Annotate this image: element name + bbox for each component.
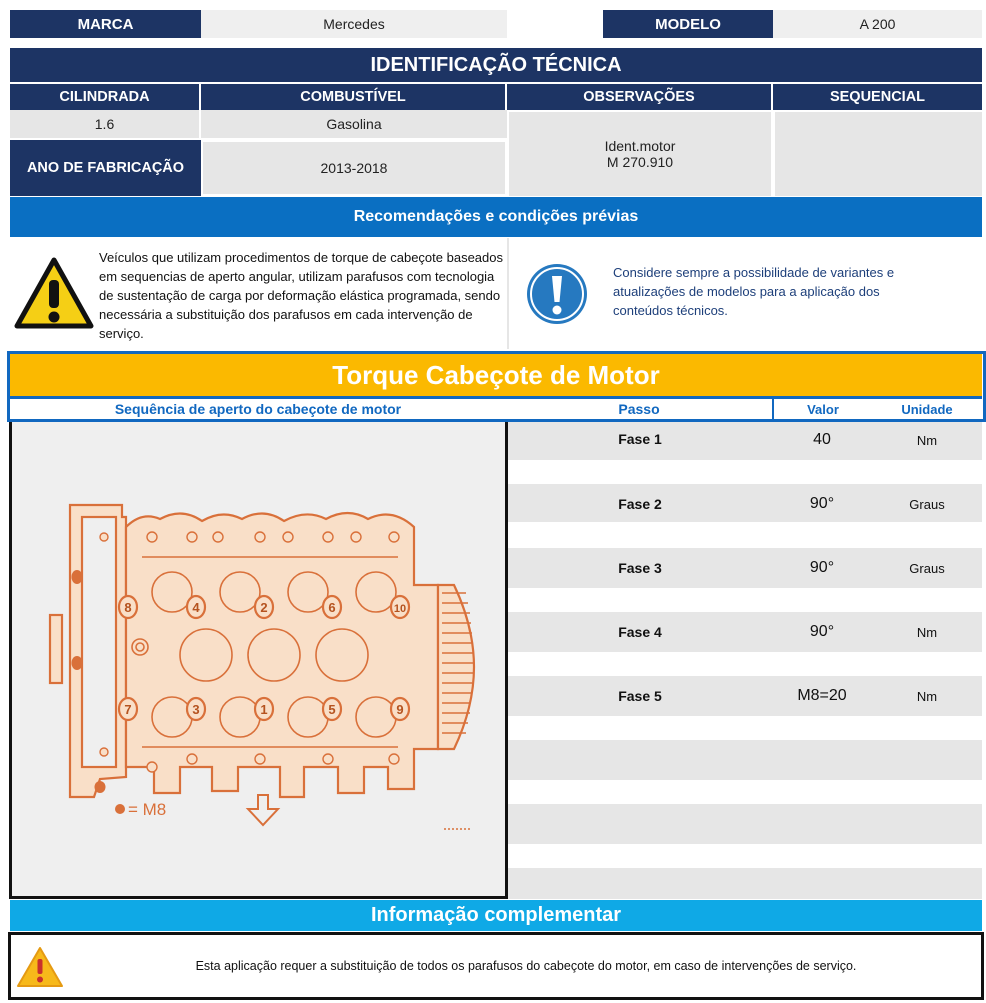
recomendacoes-title: Recomendações e condições prévias: [10, 197, 982, 237]
step-passo: Fase 1: [618, 431, 662, 447]
bolt-label: 8: [124, 600, 132, 615]
bolt-label: 10: [393, 603, 407, 615]
complementar-title: Informação complementar: [10, 900, 982, 931]
direction-arrow-icon: [248, 795, 278, 825]
observacoes-value: [509, 112, 771, 196]
warning-box: [10, 238, 505, 349]
modelo-value: A 200: [773, 10, 982, 38]
diagram-legend: = M8: [128, 800, 167, 819]
bolt-label: 6: [328, 600, 336, 615]
step-valor: M8=20: [797, 687, 847, 704]
step-passo: Fase 5: [618, 688, 662, 704]
step-unidade: Graus: [909, 497, 945, 512]
bolt-label: 4: [192, 600, 200, 615]
torque-table: [508, 422, 982, 899]
col-valor-header: Valor: [772, 399, 872, 419]
step-valor: 90°: [809, 623, 835, 640]
modelo-label: MODELO: [603, 10, 773, 38]
warning-triangle-small-icon: [15, 945, 65, 989]
step-passo: Fase 4: [618, 624, 662, 640]
cilindrada-header: CILINDRADA: [10, 82, 201, 110]
step-valor: 40: [813, 431, 831, 448]
bolt-label: 7: [124, 702, 132, 717]
ano-value: 2013-2018: [201, 140, 507, 196]
marca-label: MARCA: [10, 10, 201, 38]
marca-value: Mercedes: [201, 10, 507, 38]
step-unidade: Nm: [916, 689, 938, 704]
torque-title: Torque Cabeçote de Motor: [10, 354, 982, 396]
bolt-label: 2: [260, 600, 268, 615]
step-passo: Fase 3: [618, 560, 662, 576]
cylinder-head-diagram: [42, 497, 482, 857]
bolt-label: 3: [192, 702, 200, 717]
bolt-label: 1: [260, 702, 268, 717]
step-unidade: Graus: [909, 561, 945, 576]
col-sequence-header: Sequência de aperto do cabeçote de motor: [114, 401, 402, 417]
step-valor: 90°: [809, 495, 835, 512]
observacoes-header: OBSERVAÇÕES: [507, 82, 773, 110]
obs-line1: Ident.motor: [604, 138, 676, 154]
sequencial-value: [775, 112, 982, 196]
sequencial-header: SEQUENCIAL: [773, 82, 982, 110]
bolt-label: 5: [328, 702, 336, 717]
table-row: [508, 868, 982, 899]
col-unidade-header: Unidade: [901, 401, 953, 417]
complementar-text: Esta aplicação requer a substituição de todos os parafusos do cabeçote do motor, em caso de intervenções de serviço.: [195, 959, 857, 973]
warning-text: Veículos que utilizam procedimentos de torque de cabeçote baseados em sequencias de aperto angular, utilizam parafusos com tecnologia de sustentação de carga por deformação elástica programada, sendo necessária a substituição dos parafusos em cada intervenção de serviço.: [99, 250, 503, 341]
combustivel-header: COMBUSTÍVEL: [201, 82, 507, 110]
step-valor: 90°: [809, 559, 835, 576]
ident-title: IDENTIFICAÇÃO TÉCNICA: [10, 48, 982, 82]
table-row: [508, 804, 982, 844]
table-row: [508, 740, 982, 780]
cilindrada-value: 1.6: [10, 110, 201, 138]
ano-label: ANO DE FABRICAÇÃO: [10, 138, 201, 196]
obs-line2: M 270.910: [606, 154, 674, 170]
info-exclamation-icon: [525, 262, 589, 326]
combustivel-value: Gasolina: [201, 110, 507, 138]
step-unidade: Nm: [916, 625, 938, 640]
step-passo: Fase 2: [618, 496, 662, 512]
complementar-box: [8, 932, 984, 1000]
info-text: Considere sempre a possibilidade de variantes e atualizações de modelos para a aplicação dos conteúdos técnicos.: [613, 265, 895, 318]
step-unidade: Nm: [916, 433, 938, 448]
sequence-diagram-panel: [9, 422, 508, 899]
col-passo-header: Passo: [618, 401, 660, 417]
bolt-label: 9: [396, 702, 404, 717]
warning-triangle-icon: [14, 256, 94, 330]
info-box: [507, 238, 982, 349]
